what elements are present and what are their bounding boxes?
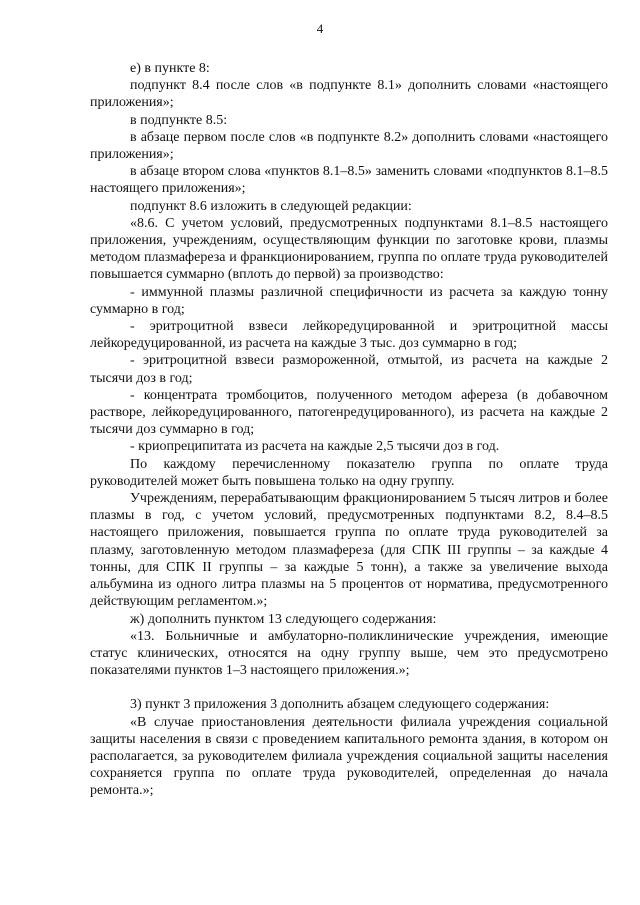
paragraph: «13. Больничные и амбулаторно-поликлинические учреждения, имеющие статус клинических, относятся на одну группу выше, чем это предусмотрено показателями пунктов 1–3 настоящего приложения.»;	[90, 628, 608, 679]
paragraph: По каждому перечисленному показателю группа по оплате труда руководителей может быть повышена только на одну группу.	[90, 456, 608, 489]
paragraph: в абзаце первом после слов «в подпункте 8.2» дополнить словами «настоящего приложения»;	[90, 129, 608, 163]
document-body	[90, 60, 608, 800]
paragraph: «В случае приостановления деятельности филиала учреждения социальной защиты населения в связи с проведением капитального ремонта здания, в котором он располагается, за руководителем филиала учреждения социальной защиты населения сохраняется группа по оплате труда руководителей, определенная до начала ремонта.»;	[90, 714, 608, 799]
paragraph: в подпункте 8.5:	[130, 112, 228, 128]
paragraph: - концентрата тромбоцитов, полученного методом афереза (в добавочном растворе, лейкоредуцированного, патогенредуцированного), из расчета на каждые 2 тысячи доз суммарно в год;	[90, 387, 608, 438]
paragraph: ж) дополнить пунктом 13 следующего содержания:	[130, 611, 437, 627]
paragraph: е) в пункте 8:	[130, 61, 210, 76]
paragraph: 3) пункт 3 приложения 3 дополнить абзацем следующего содержания:	[130, 697, 550, 713]
paragraph: в абзаце втором слова «пунктов 8.1–8.5» заменить словами «подпунктов 8.1–8.5 настоящего приложения»;	[90, 164, 608, 197]
paragraph: «8.6. С учетом условий, предусмотренных подпунктами 8.1–8.5 настоящего приложения, учреждениям, осуществляющим функции по заготовке крови, плазмы методом плазмафереза и франкционированием, группа по оплате труда руководителей повышается суммарно (вплоть до первой) за производство:	[90, 215, 608, 283]
paragraph: подпункт 8.6 изложить в следующей редакции:	[130, 198, 412, 214]
paragraph: - эритроцитной взвеси размороженной, отмытой, из расчета на каждые 2 тысячи доз в год;	[90, 353, 608, 386]
paragraph-spacer	[90, 679, 608, 696]
paragraph: - иммунной плазмы различной специфичности из расчета за каждую тонну суммарно в год;	[90, 284, 608, 317]
paragraph: - криопреципитата из расчета на каждые 2,5 тысячи доз в год.	[130, 439, 500, 455]
paragraph: подпункт 8.4 после слов «в подпункте 8.1» дополнить словами «настоящего приложения»;	[90, 78, 608, 111]
paragraph: - эритроцитной взвеси лейкоредуцированной и эритроцитной массы лейкоредуцированной, из расчета на каждые 3 тыс. доз суммарно в год;	[90, 319, 608, 352]
page-number: 4	[316, 21, 324, 36]
paragraph: Учреждениям, перерабатывающим фракционированием 5 тысяч литров и более плазмы в год, с учетом условий, предусмотренных подпунктами 8.2, 8.4–8.5 настоящего приложения, повышается группа по оплате труда руководителей за плазму, заготовленную методом плазмафереза (для СПК III группы – за каждые 4 тонны, для СПК II группы – за каждые 5 тонн), а также за увеличение выхода альбумина из одного литра плазмы на 5 процентов от норматива, предусмотренного действующим регламентом.»;	[90, 491, 608, 610]
